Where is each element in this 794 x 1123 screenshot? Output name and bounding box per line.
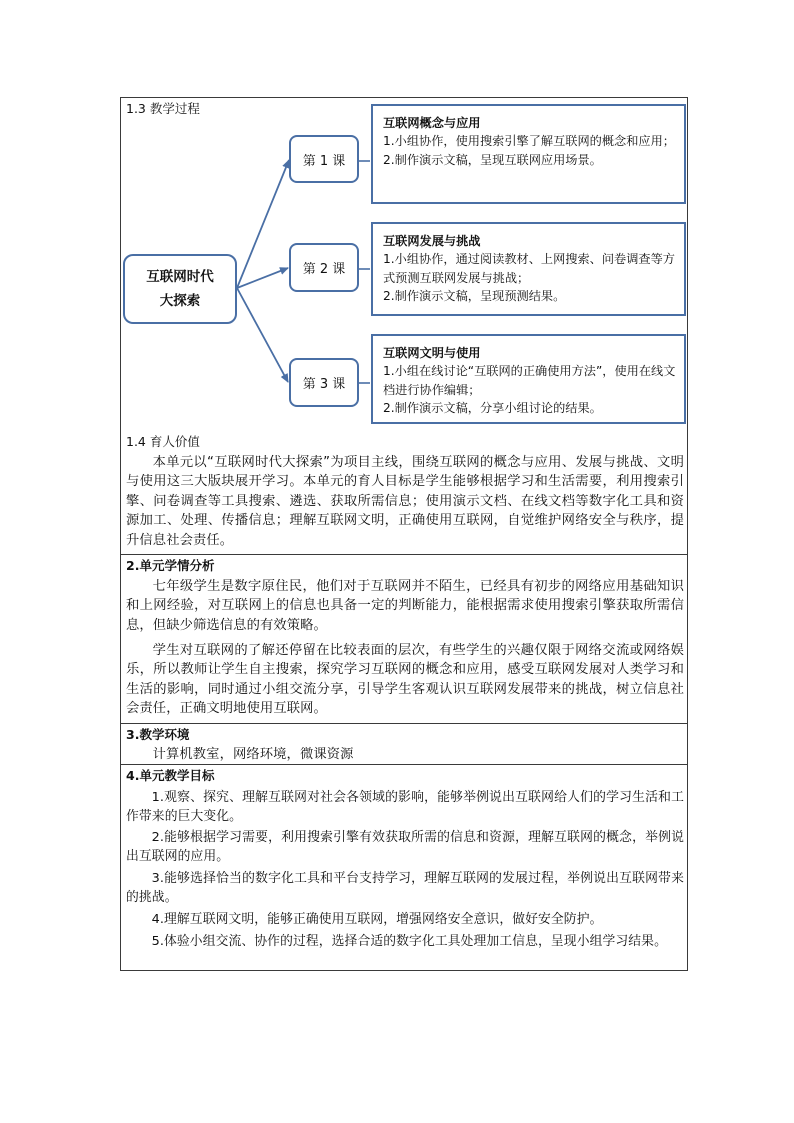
section-4-goal-2: 2.能够根据学习需要，利用搜索引擎有效获取所需的信息和资源，理解互联网的概念，举例说出互联网的应用。	[126, 830, 684, 865]
lesson-1-line-1: 1.小组协作，使用搜索引擎了解互联网的概念和应用；	[383, 134, 675, 149]
section-3-content: 计算机教室，网络环境，微课资源	[152, 747, 354, 762]
section-2-paragraph-1: 七年级学生是数字原住民，他们对于互联网并不陌生，已经具有初步的网络应用基础知识和上网经验，对互联网上的信息也具备一定的判断能力，能根据需求使用搜索引擎获取所需信息，但缺少筛选信息的有效策略。	[126, 579, 684, 633]
row-divider	[121, 764, 687, 765]
lesson-2-title: 互联网发展与挑战	[383, 234, 481, 248]
course-node-1-label: 第 1 课	[302, 153, 346, 169]
course-node-3	[289, 358, 359, 407]
section-1-4-paragraph: 本单元以“互联网时代大探索”为项目主线，围绕互联网的概念与应用、发展与挑战、文明与使用这三大版块展开学习。本单元的育人目标是学生能够根据学习和生活需要，利用搜索引擎、问卷调查等工具搜索、遴选、获取所需信息；使用演示文档、在线文档等数字化工具和资源加工、处理、传播信息；理解互联网文明，正确使用互联网，自觉维护网络安全与秩序，提升信息社会责任。	[126, 455, 684, 548]
lesson-plan-table	[120, 97, 688, 971]
lesson-detail-3	[371, 334, 686, 424]
section-4-goal-5: 5.体验小组交流、协作的过程，选择合适的数字化工具处理加工信息，呈现小组学习结果。	[151, 934, 667, 949]
section-1-4-title: 1.4 育人价值	[126, 434, 200, 449]
connector-to-lesson-1	[237, 160, 289, 288]
lesson-detail-1	[371, 104, 686, 204]
row-divider	[121, 554, 687, 555]
central-topic-line2: 大探索	[159, 293, 201, 309]
central-topic-line1: 互联网时代	[146, 269, 214, 285]
section-3-title: 3.教学环境	[126, 727, 190, 742]
section-2-paragraph-2: 学生对互联网的了解还停留在比较表面的层次，有些学生的兴趣仅限于网络交流或网络娱乐，所以教师让学生自主搜索，探究学习互联网的概念和应用，感受互联网发展对人类学习和生活的影响，同时通过小组交流分享，引导学生客观认识互联网发展带来的挑战，树立信息社会责任，正确文明地使用互联网。	[126, 643, 684, 717]
lesson-2-line-1: 1.小组协作，通过阅读教材、上网搜索、问卷调查等方式预测互联网发展与挑战；	[383, 252, 675, 285]
central-topic-node	[123, 254, 237, 324]
section-4-title: 4.单元教学目标	[126, 768, 215, 783]
row-divider	[121, 723, 687, 724]
lesson-1-title: 互联网概念与应用	[383, 116, 481, 130]
lesson-3-line-2: 2.制作演示文稿，分享小组讨论的结果。	[383, 401, 602, 416]
lesson-3-title: 互联网文明与使用	[383, 346, 481, 360]
section-4-goal-3: 3.能够选择恰当的数字化工具和平台支持学习，理解互联网的发展过程，举例说出互联网带来的挑战。	[126, 871, 684, 906]
section-4-goal-1: 1.观察、探究、理解互联网对社会各领域的影响，能够举例说出互联网给人们的学习生活和工作带来的巨大变化。	[126, 790, 684, 825]
connector-to-lesson-3	[237, 288, 288, 382]
lesson-1-line-2: 2.制作演示文稿，呈现互联网应用场景。	[383, 152, 602, 167]
lesson-3-line-1: 1.小组在线讨论“互联网的正确使用方法”，使用在线文档进行协作编辑；	[383, 364, 676, 397]
section-1-3-title: 1.3 教学过程	[126, 101, 200, 116]
section-2-title: 2.单元学情分析	[126, 558, 215, 573]
course-node-2-label: 第 2 课	[302, 262, 346, 277]
course-node-1	[289, 135, 359, 183]
course-node-2	[289, 243, 359, 292]
course-node-3-label: 第 3 课	[302, 377, 346, 392]
lesson-detail-2	[371, 222, 686, 316]
section-4-goal-4: 4.理解互联网文明，能够正确使用互联网，增强网络安全意识，做好安全防护。	[151, 912, 603, 927]
lesson-2-line-2: 2.制作演示文稿，呈现预测结果。	[383, 289, 566, 304]
